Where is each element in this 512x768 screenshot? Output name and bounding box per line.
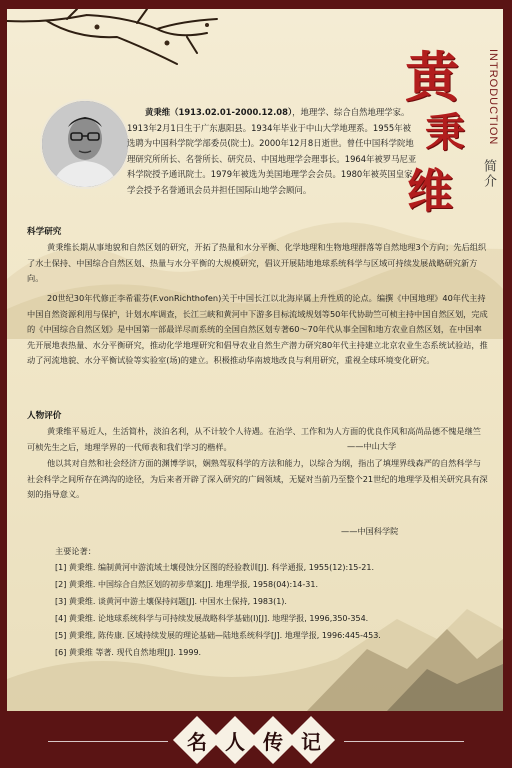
introduction-label: INTRODUCTION xyxy=(487,49,499,146)
reference-item: [6] 黄秉维 等著. 现代自然地理[J]. 1999. xyxy=(55,648,202,657)
biography-body: ，地理学、综合自然地理学家。1913年2月1日生于广东惠阳县。1934年毕业于中山大学地理系。1955年被选聘为中国科学院学部委员(院士)。2000年12月8日逝世。曾任中国科学院地理研究所所长、名誉所长、研究员、中国地理学会理事长。1964年被罗马尼亚科学院授予通讯院士。1979年被选为美国地理学会会员。1980年被英国皇家学会授予名誉通讯会员并担任国际山地学会顾问。 xyxy=(127,107,417,195)
biography-text xyxy=(127,105,417,199)
portrait-photo xyxy=(40,99,130,189)
banner-line-right xyxy=(344,741,464,742)
references-label: 主要论著： xyxy=(55,546,96,556)
name-dates: 黄秉维（1913.02.01-2000.12.08） xyxy=(145,107,293,117)
research-heading: 科学研究 xyxy=(27,227,62,237)
evaluation-signature-1: ——中山大学 xyxy=(347,441,397,451)
reference-item: [5] 黄秉维, 陈传康. 区域持续发展的理论基础—陆地系统科学[J]. 地理学报, 1996:445-453. xyxy=(55,631,381,640)
banner-line-left xyxy=(48,741,168,742)
title-char-3: 维 xyxy=(407,164,453,218)
banner-char-3: 传 xyxy=(263,730,283,754)
evaluation-paragraph-1: 黄秉维平易近人，生活简朴，淡泊名利，从不计较个人待遇。在治学、工作和为人方面的优良作风和高尚品德不愧是继竺可桢先生之后，地理学界的一代师表和我们学习的楷样。 xyxy=(27,426,481,452)
evaluation-heading: 人物评价 xyxy=(27,411,62,421)
title-char-1: 黄 xyxy=(405,45,459,109)
research-paragraph-2: 20世纪30年代修正李希霍芬(F.vonRichthofen)关于中国长江以北海岸属上升性质的论点。编撰《中国地理》40年代主持中国自然资源利用与保护，计划水库调查，长江三峡和黄河中下游多目标流域规划等50年代协助竺可桢主持中国自然区划，完成的《中国综合自然区划》是中国第一部最详尽而系统的全国自然区划专著60～70年代从事全国和地方农业自然区划，在中国率先开展地表热量、水分平衡研究，推动化学地理研究和倡导农业自然生产潜力研究80年代主持建立北京农业生态系统试验站，推动了河流地貌、水分平衡试验等实验室(场)的建立。积极推动华南坡地改良与利用研究，重视全球环境变化研究。 xyxy=(27,293,488,366)
banner-char-1: 名 xyxy=(187,730,207,754)
paper-background xyxy=(7,9,503,711)
banner-char-2: 人 xyxy=(225,730,245,754)
plum-branch-decoration xyxy=(7,9,247,79)
reference-item: [2] 黄秉维. 中国综合自然区划的初步草案[J]. 地理学报, 1958(04):14-31. xyxy=(55,580,318,589)
banner-char-4: 记 xyxy=(301,730,321,754)
intro-cn-label: 简介 xyxy=(481,159,496,189)
reference-item: [4] 黄秉维. 论地球系统科学与可持续发展战略科学基础(Ⅰ)[J]. 地理学报, 1996,350-354. xyxy=(55,614,369,623)
reference-item: [3] 黄秉维. 谈黄河中游土壤保持问题[J]. 中国水土保持, 1983(1). xyxy=(55,597,287,606)
title-char-2: 秉 xyxy=(425,109,465,156)
reference-item: [1] 黄秉维. 编制黄河中游流域土壤侵蚀分区图的经验教训[J]. 科学通报, 1955(12):15-21. xyxy=(55,563,374,572)
research-paragraph-1: 黄秉维长期从事地貌和自然区划的研究，开拓了热量和水分平衡、化学地理和生物地理群落等自然地理3个方向；先后组织了水土保持、中国综合自然区划、热量与水分平衡的大规模研究，倡议开展陆地地球系统科学与区域可持续发展战略研究新方向。 xyxy=(27,242,487,284)
evaluation-signature-2: ——中国科学院 xyxy=(341,526,399,536)
evaluation-paragraph-2: 他以其对自然和社会经济方面的渊博学识，娴熟驾驭科学的方法和能力，以综合为纲，指出了填埋界线森严的自然科学与社会科学之间所存在鸿沟的途径，为后来者开辟了深入研究的广阔领域，无疑对当前乃至整个21世纪的地理学及相关研究具有深刻的指导意义。 xyxy=(27,458,488,500)
